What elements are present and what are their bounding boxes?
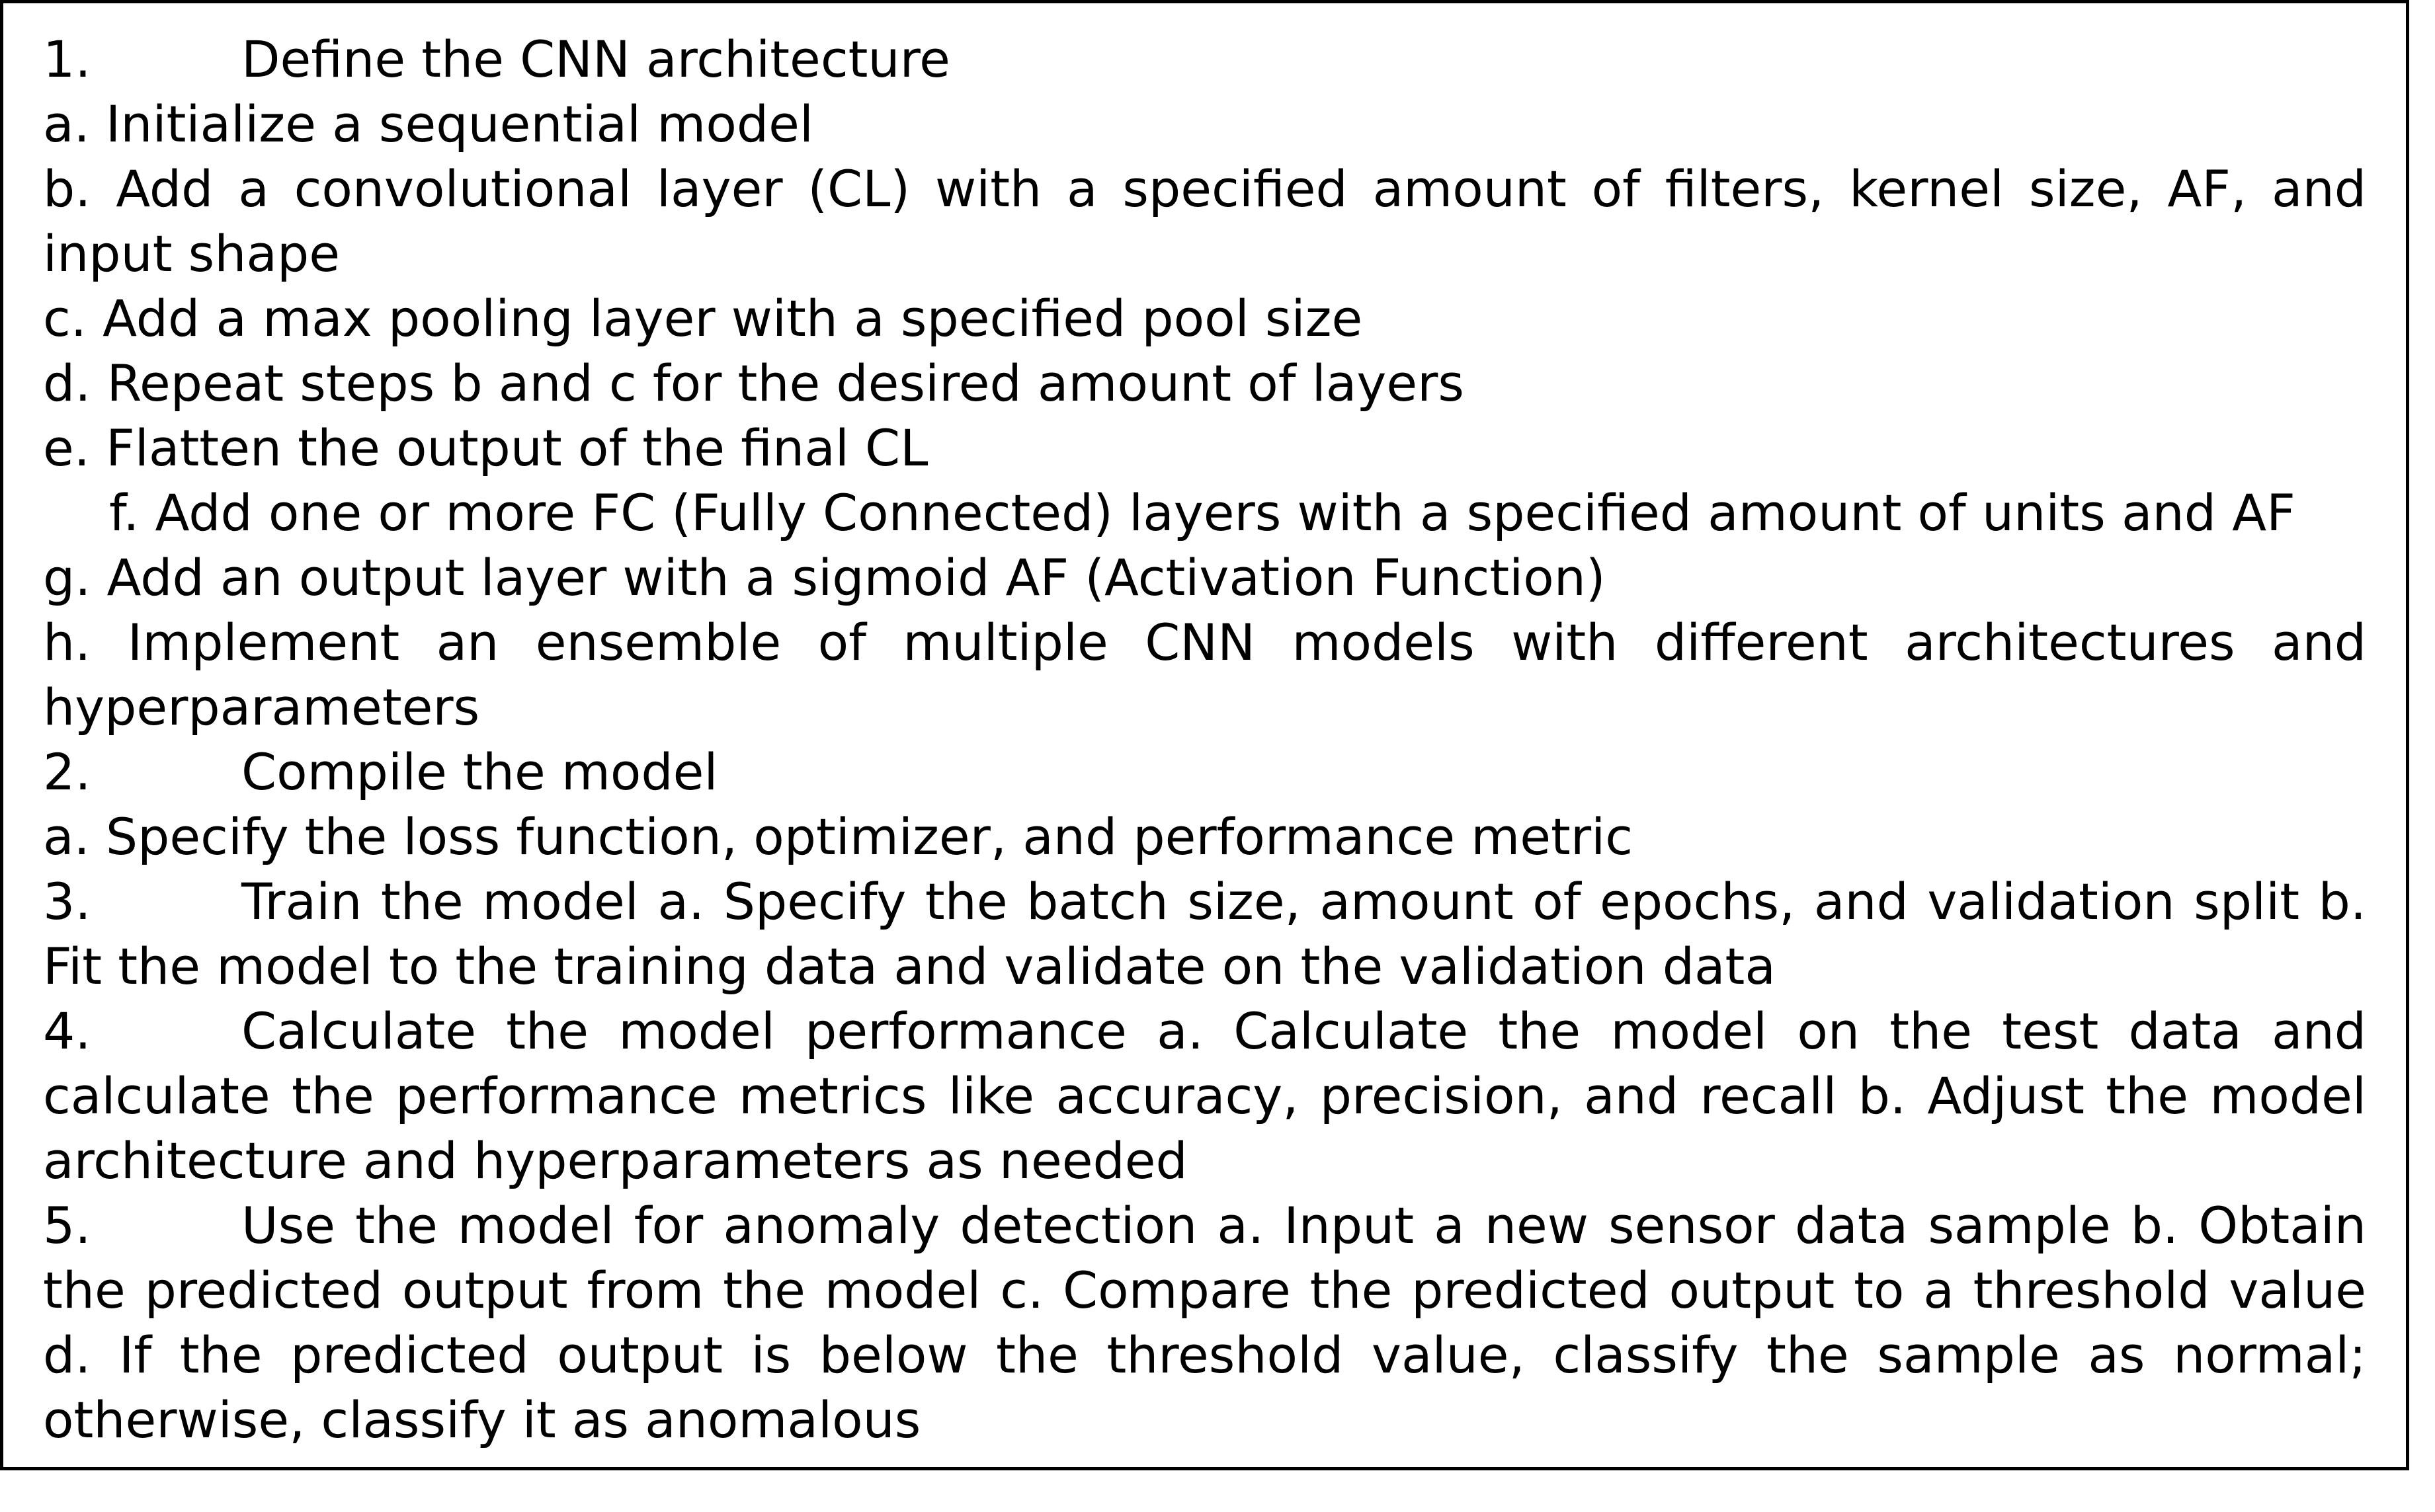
step-text: Calculate the model performance a. Calculate the model on the test data and calculate the performance metrics like accuracy, precision, and recall b. Adjust the model architecture and hyperparameters as needed: [43, 1002, 2366, 1190]
substep-1e: e. Flatten the output of the final CL: [43, 418, 929, 477]
step-number: 3.: [43, 872, 91, 931]
step-text: Use the model for anomaly detection a. Input a new sensor data sample b. Obtain the predicted output from the model c. Compare the predicted output to a threshold value d. If the predicted output is below the threshold value, classify the sample as normal; otherwise, classify it as anomalous: [43, 1196, 2366, 1449]
substep-1g: g. Add an output layer with a sigmoid AF (Activation Function): [43, 548, 1606, 607]
step-number: 5.: [43, 1196, 91, 1255]
substep-2a: a. Specify the loss function, optimizer, and performance metric: [43, 807, 1633, 866]
substep-1d: d. Repeat steps b and c for the desired amount of layers: [43, 354, 1464, 413]
step-number: 2.: [43, 742, 91, 801]
step-number: 4.: [43, 1002, 91, 1060]
substep-1f: f. Add one or more FC (Fully Connected) layers with a specified amount of units and AF: [109, 483, 2295, 542]
substep-1b: b. Add a convolutional layer (CL) with a specified amount of filters, kernel size, AF, and input shape: [43, 159, 2366, 283]
substep-1c: c. Add a max pooling layer with a specified pool size: [43, 289, 1363, 348]
substep-1a: a. Initialize a sequential model: [43, 95, 813, 153]
step-text: Compile the model: [241, 742, 718, 801]
step-text: Define the CNN architecture: [241, 30, 950, 89]
step-3: [43, 869, 2366, 999]
step-number: 1.: [43, 30, 91, 89]
step-1: [43, 27, 2366, 92]
step-4: [43, 999, 2366, 1193]
substep-1h: h. Implement an ensemble of multiple CNN models with different architectures and hyperparameters: [43, 613, 2366, 736]
step-2: [43, 740, 2366, 805]
step-text: Train the model a. Specify the batch size, amount of epochs, and validation split b. Fit the model to the training data and validate on the validation data: [43, 872, 2366, 996]
step-5: [43, 1193, 2366, 1452]
